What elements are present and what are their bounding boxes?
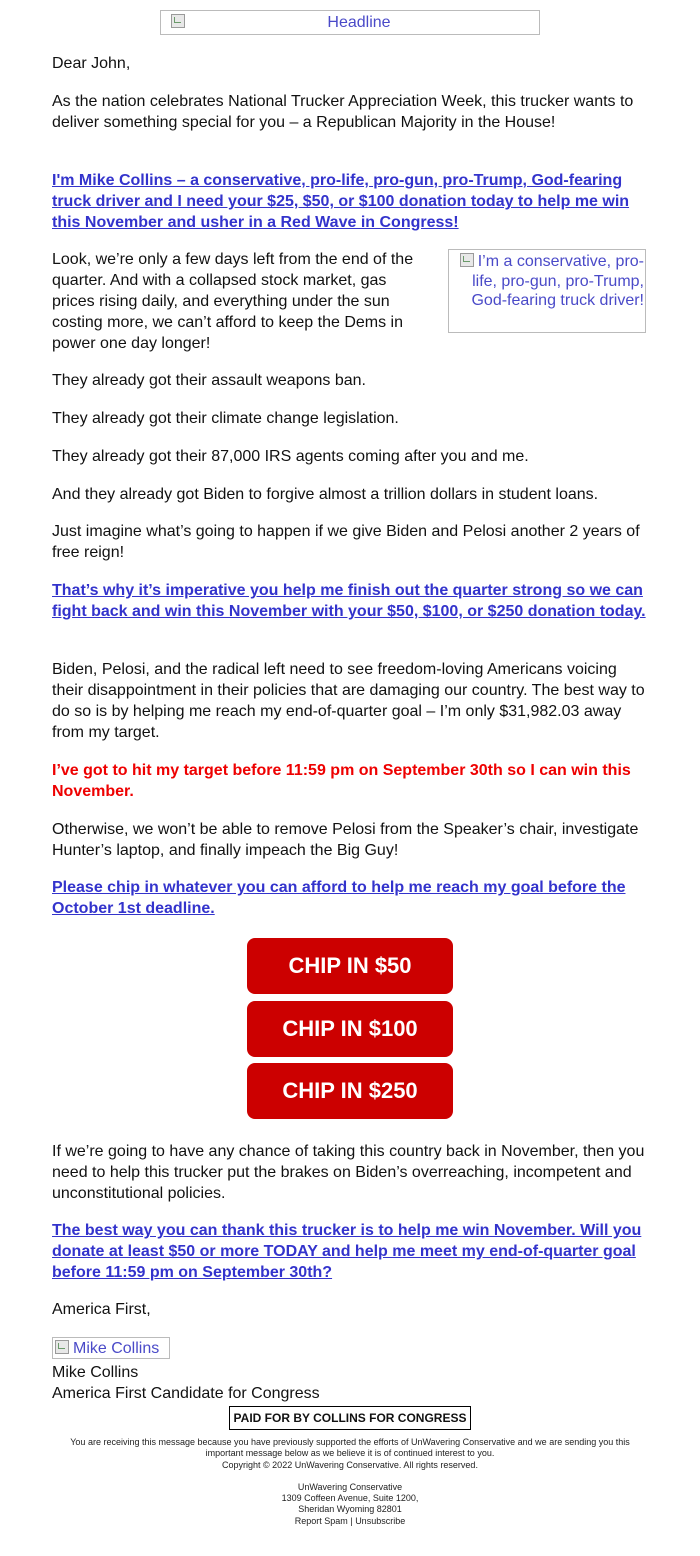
- climate-paragraph: They already got their climate change legislation.: [52, 410, 399, 427]
- paid-for-disclaimer: PAID FOR BY COLLINS FOR CONGRESS: [229, 1406, 471, 1430]
- footer-address-line-1: 1309 Coffeen Avenue, Suite 1200,: [281, 1493, 419, 1503]
- goal-paragraph: Biden, Pelosi, and the radical left need to see freedom-loving Americans voicing their disappointment in their policies that are damaging our country. The best way to do so is by helping me reach my end-of-quarter goal – I’m only $31,982.03 away from my target.: [52, 661, 645, 741]
- donate-link-3[interactable]: Please chip in whatever you can afford to help me reach my goal before the October 1st deadline.: [52, 879, 626, 917]
- headline-alt-text: Headline: [327, 14, 391, 31]
- donate-link-1[interactable]: I'm Mike Collins – a conservative, pro-life, pro-gun, pro-Trump, God-fearing truck driver and I need your $25, $50, or $100 donation today to help me win this November and usher in a Red Wave in Congress!: [52, 172, 630, 231]
- deadline-alert: I’ve got to hit my target before 11:59 pm on September 30th so I can win this November.: [52, 762, 631, 800]
- intro-paragraph: As the nation celebrates National Trucker Appreciation Week, this trucker wants to deliver something special for you – a Republican Majority in the House!: [52, 93, 634, 131]
- signature-image: [52, 1337, 170, 1359]
- imagine-paragraph: Just imagine what’s going to happen if we give Biden and Pelosi another 2 years of free reign!: [52, 523, 640, 561]
- footer-notice: You are receiving this message because you have previously supported the efforts of UnWavering Conservative and we are sending you this important message below as we believe it is of continued interest to you.: [70, 1437, 630, 1458]
- report-spam-link[interactable]: Report Spam: [294, 1516, 348, 1526]
- student-loans-paragraph: And they already got Biden to forgive almost a trillion dollars in student loans.: [52, 486, 599, 503]
- trucker-image: [448, 249, 646, 333]
- broken-image-icon: [171, 14, 185, 28]
- broken-image-icon: [460, 253, 474, 267]
- signature-image-alt-text: Mike Collins: [73, 1340, 160, 1357]
- quarter-paragraph: Look, we’re only a few days left from the end of the quarter. And with a collapsed stock market, gas prices rising daily, and everything under the sun costing more, we can’t afford to keep the Dems in power one day longer!: [52, 251, 414, 352]
- footer-address-line-2: Sheridan Wyoming 82801: [298, 1504, 402, 1514]
- signature-name: Mike Collins: [52, 1364, 139, 1381]
- greeting: Dear John,: [52, 55, 131, 72]
- donate-link-4[interactable]: The best way you can thank this trucker is to help me win November. Will you donate at least $50 or more TODAY and help me meet my end-of-quarter goal before 11:59 pm on September 30th?: [52, 1222, 642, 1281]
- assault-ban-paragraph: They already got their assault weapons ban.: [52, 372, 366, 389]
- footer-separator: |: [350, 1516, 353, 1526]
- chip-in-100-button[interactable]: CHIP IN $100: [247, 1001, 453, 1057]
- footer-links: [52, 1516, 648, 1527]
- sign-off: America First,: [52, 1301, 151, 1318]
- chip-in-50-button[interactable]: CHIP IN $50: [247, 938, 453, 994]
- headline-image: [160, 10, 540, 35]
- closing-paragraph: If we’re going to have any chance of taking this country back in November, then you need to help this trucker put the brakes on Biden’s overreaching, incompetent and unconstitutional policies.: [52, 1143, 645, 1202]
- signature-title: America First Candidate for Congress: [52, 1385, 320, 1402]
- irs-paragraph: They already got their 87,000 IRS agents coming after you and me.: [52, 448, 529, 465]
- broken-image-icon: [55, 1340, 69, 1354]
- trucker-image-alt-text: I’m a conservative, pro-life, pro-gun, pro-Trump, God-fearing truck driver!: [471, 253, 644, 309]
- chip-in-250-button[interactable]: CHIP IN $250: [247, 1063, 453, 1119]
- donate-link-2[interactable]: That’s why it’s imperative you help me finish out the quarter strong so we can fight back and win this November with your $50, $100, or $250 donation today.: [52, 582, 646, 620]
- footer-copyright: Copyright © 2022 UnWavering Conservative. All rights reserved.: [222, 1460, 478, 1470]
- footer-org: UnWavering Conservative: [297, 1482, 403, 1492]
- unsubscribe-link[interactable]: Unsubscribe: [355, 1516, 406, 1526]
- otherwise-paragraph: Otherwise, we won’t be able to remove Pelosi from the Speaker’s chair, investigate Hunter’s laptop, and finally impeach the Big Guy!: [52, 821, 639, 859]
